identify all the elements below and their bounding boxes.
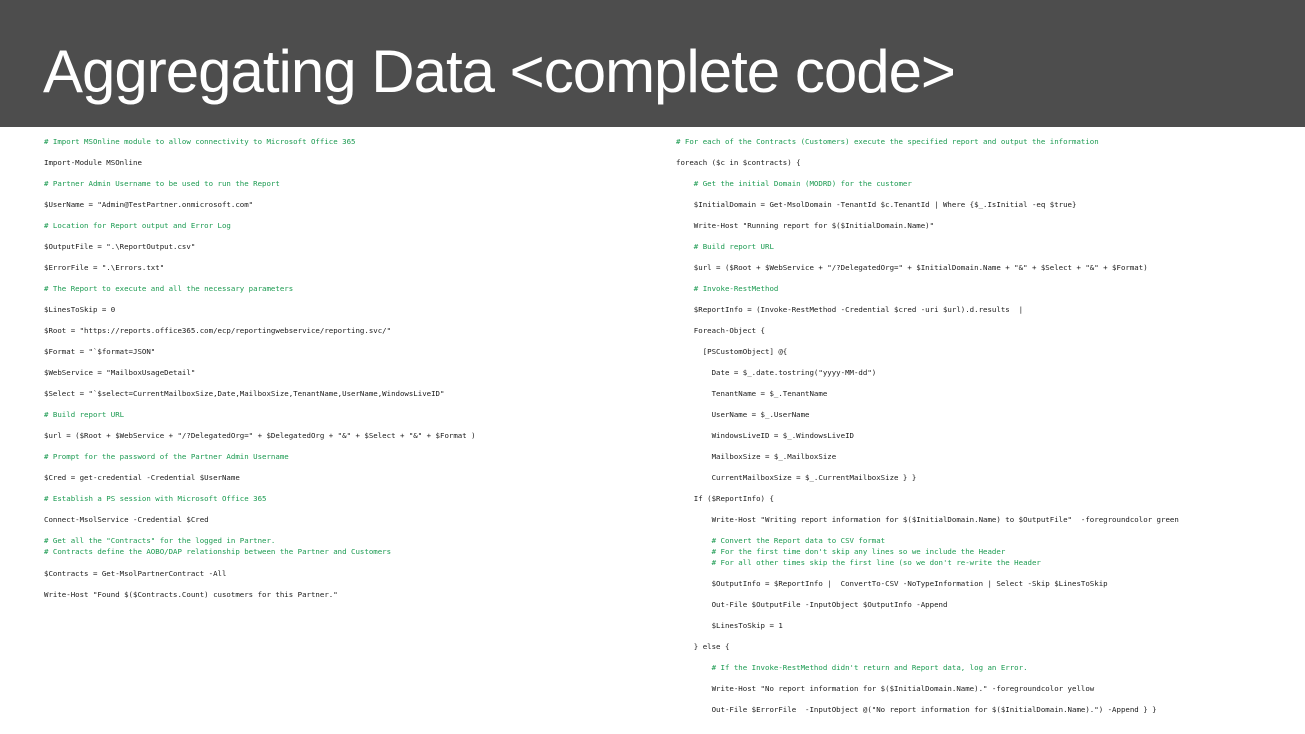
code-comment: # Get the initial Domain (MODRD) for the customer: [676, 179, 912, 188]
code-comment: # Partner Admin Username to be used to run the Report: [44, 179, 280, 188]
code-comment: # If the Invoke-RestMethod didn't return and Report data, log an Error.: [676, 663, 1028, 672]
code-comment: # The Report to execute and all the necessary parameters: [44, 284, 294, 293]
code-line: Foreach-Object {: [676, 326, 765, 335]
code-comment: # Build report URL: [676, 242, 774, 251]
code-line: Connect-MsolService -Credential $Cred: [44, 515, 209, 524]
code-line: Write-Host "Writing report information for $($InitialDomain.Name) to $OutputFile" -foregroundcolor green: [676, 515, 1179, 524]
code-line: $LinesToSkip = 1: [676, 621, 783, 630]
code-line: $InitialDomain = Get-MsolDomain -TenantId $c.TenantId | Where {$_.IsInitial -eq $true}: [676, 200, 1077, 209]
code-comment: # For the first time don't skip any lines so we include the Header: [676, 547, 1006, 556]
code-line: $url = ($Root + $WebService + "/?DelegatedOrg=" + $DelegatedOrg + "&" + $Select + "&" + $Format ): [44, 431, 476, 440]
code-line: $Contracts = Get-MsolPartnerContract -All: [44, 569, 227, 578]
code-line: $UserName = "Admin@TestPartner.onmicrosoft.com": [44, 200, 254, 209]
code-line: $Root = "https://reports.office365.com/ecp/reportingwebservice/reporting.svc/": [44, 326, 392, 335]
code-comment: # Invoke-RestMethod: [676, 284, 779, 293]
code-comment: # Build report URL: [44, 410, 125, 419]
code-line: $url = ($Root + $WebService + "/?DelegatedOrg=" + $InitialDomain.Name + "&" + $Select + "&" + $Format): [676, 263, 1148, 272]
code-line: } else {: [676, 642, 730, 651]
code-line: [PSCustomObject] @{: [676, 347, 788, 356]
code-line: WindowsLiveID = $_.WindowsLiveID: [676, 431, 854, 440]
code-line: $LinesToSkip = 0: [44, 305, 116, 314]
code-line: $ErrorFile = ".\Errors.txt": [44, 263, 165, 272]
code-line: Date = $_.date.tostring("yyyy-MM-dd"): [676, 368, 877, 377]
code-comment: # Get all the "Contracts" for the logged in Partner.: [44, 536, 276, 545]
code-line: Write-Host "Running report for $($InitialDomain.Name)": [676, 221, 935, 230]
slide-title: Aggregating Data <complete code>: [43, 38, 955, 105]
code-line: CurrentMailboxSize = $_.CurrentMailboxSize } }: [676, 473, 917, 482]
code-line: If ($ReportInfo) {: [676, 494, 774, 503]
code-line: $Select = "`$select=CurrentMailboxSize,Date,MailboxSize,TenantName,UserName,WindowsLiveID": [44, 389, 445, 398]
code-line: Out-File $ErrorFile -InputObject @("No report information for $($InitialDomain.Name).") -Append } }: [676, 705, 1157, 714]
code-comment: # For all other times skip the first line (so we don't re-write the Header: [676, 558, 1041, 567]
code-line: $Format = "`$format=JSON": [44, 347, 156, 356]
code-line: MailboxSize = $_.MailboxSize: [676, 452, 837, 461]
code-line: $ReportInfo = (Invoke-RestMethod -Credential $cred -uri $url).d.results |: [676, 305, 1024, 314]
code-line: Out-File $OutputFile -InputObject $OutputInfo -Append: [676, 600, 948, 609]
title-bar: [0, 0, 1305, 127]
code-line: UserName = $_.UserName: [676, 410, 810, 419]
code-line: foreach ($c in $contracts) {: [676, 158, 801, 167]
code-comment: # Convert the Report data to CSV format: [676, 536, 886, 545]
code-comment: # Location for Report output and Error Log: [44, 221, 231, 230]
code-line: Write-Host "Found $($Contracts.Count) cusotmers for this Partner.": [44, 590, 338, 599]
code-comment: # For each of the Contracts (Customers) execute the specified report and output the information: [676, 137, 1099, 146]
code-line: Import-Module MSOnline: [44, 158, 142, 167]
code-comment: # Establish a PS session with Microsoft Office 365: [44, 494, 267, 503]
code-line: Write-Host "No report information for $($InitialDomain.Name)." -foregroundcolor yellow: [676, 684, 1095, 693]
code-comment: # Contracts define the AOBO/DAP relationship between the Partner and Customers: [44, 547, 392, 556]
code-line: $OutputFile = ".\ReportOutput.csv": [44, 242, 196, 251]
code-line: $WebService = "MailboxUsageDetail": [44, 368, 196, 377]
code-line: $Cred = get-credential -Credential $UserName: [44, 473, 240, 482]
code-line: TenantName = $_.TenantName: [676, 389, 828, 398]
code-line: $OutputInfo = $ReportInfo | ConvertTo-CSV -NoTypeInformation | Select -Skip $LinesToSkip: [676, 579, 1108, 588]
code-comment: # Prompt for the password of the Partner Admin Username: [44, 452, 289, 461]
code-comment: # Import MSOnline module to allow connectivity to Microsoft Office 365: [44, 137, 356, 146]
